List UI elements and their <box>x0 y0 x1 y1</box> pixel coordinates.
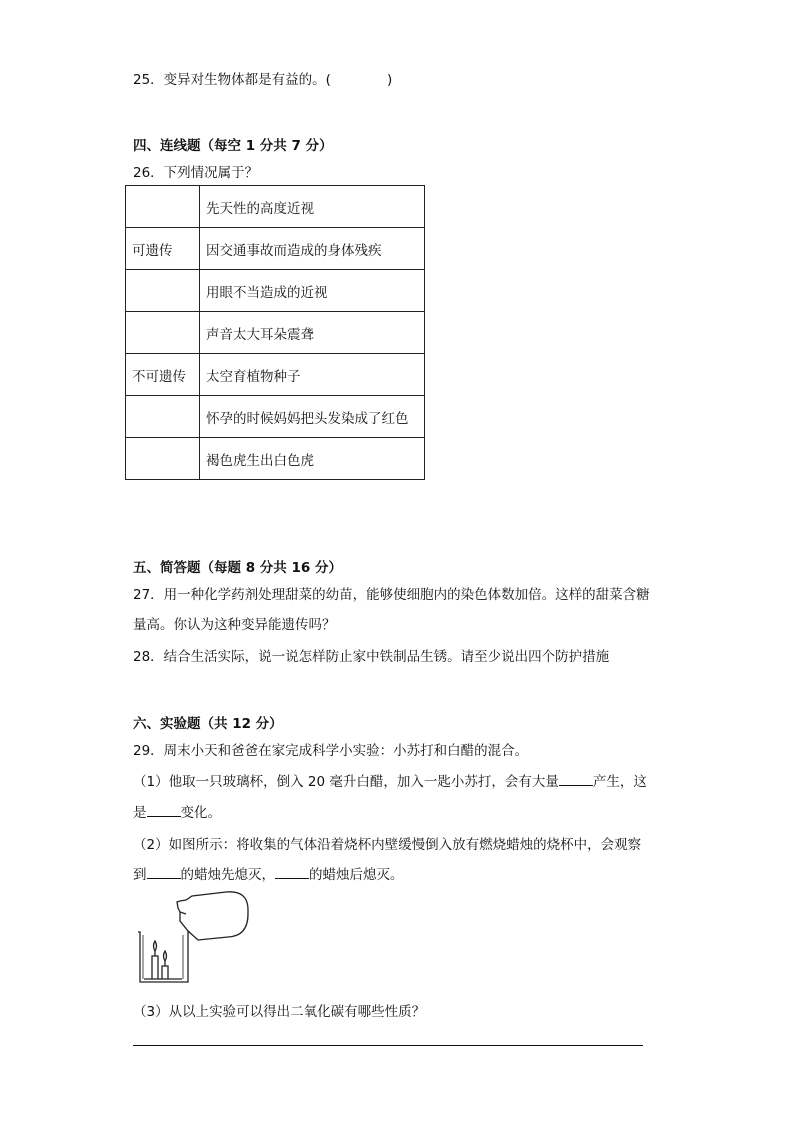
table-cell-left: 不可遗传 <box>126 354 200 396</box>
q25-text: 25．变异对生物体都是有益的。( <box>133 72 331 88</box>
q27-line2: 量高。你认为这种变异能遗传吗？ <box>133 617 336 633</box>
table-cell-right: 声音太大耳朵震聋 <box>200 312 425 354</box>
q25 <box>133 68 392 88</box>
section-4-title: 四、连线题（每空 1 分共 7 分） <box>133 138 333 154</box>
q29-p1c: 是 <box>133 805 147 821</box>
table-cell-right: 用眼不当造成的近视 <box>200 270 425 312</box>
table-cell-left <box>126 396 200 438</box>
answer-blank[interactable] <box>275 866 309 879</box>
table-cell-right: 褐色虎生出白色虎 <box>200 438 425 480</box>
table-row <box>126 396 425 438</box>
table-cell-right: 因交通事故而造成的身体残疾 <box>200 228 425 270</box>
q29-p2b: 到 <box>133 867 147 883</box>
table-row <box>126 186 425 228</box>
q28-text: 28．结合生活实际，说一说怎样防止家中铁制品生锈。请至少说出四个防护措施 <box>133 649 610 665</box>
table-row <box>126 354 425 396</box>
table-cell-left <box>126 312 200 354</box>
answer-blank[interactable] <box>147 804 181 817</box>
q29-p2c: 的蜡烛先熄灭， <box>180 867 275 883</box>
table-cell-right: 太空育植物种子 <box>200 354 425 396</box>
table-cell-left <box>126 438 200 480</box>
q29-p1b: 产生，这 <box>592 774 647 790</box>
answer-line[interactable] <box>133 1045 643 1046</box>
answer-blank[interactable] <box>147 866 181 879</box>
q27-line1: 27．用一种化学药剂处理甜菜的幼苗，能够使细胞内的染色体数加倍。这样的甜菜含糖 <box>133 587 650 603</box>
q29-part1-line1 <box>133 770 647 790</box>
table-cell-right: 先天性的高度近视 <box>200 186 425 228</box>
section-6-title: 六、实验题（共 12 分） <box>133 716 283 732</box>
table-cell-left <box>126 270 200 312</box>
table-row <box>126 228 425 270</box>
table-cell-left <box>126 186 200 228</box>
table-cell-left: 可遗传 <box>126 228 200 270</box>
q29-p1d: 变化。 <box>180 805 221 821</box>
q29-part2-line2 <box>133 863 404 883</box>
section-5-title: 五、简答题（每题 8 分共 16 分） <box>133 560 342 576</box>
beaker-candle-figure <box>130 888 252 984</box>
table-row <box>126 312 425 354</box>
answer-blank[interactable] <box>559 773 593 786</box>
q29-p1a: （1）他取一只玻璃杯，倒入 20 毫升白醋，加入一匙小苏打，会有大量 <box>133 774 559 790</box>
table-cell-right: 怀孕的时候妈妈把头发染成了红色 <box>200 396 425 438</box>
table-row <box>126 438 425 480</box>
q29-part3: （3）从以上实验可以得出二氧化碳有哪些性质？ <box>133 1004 426 1020</box>
q29-part1-line2 <box>133 801 221 821</box>
matching-table <box>125 185 425 480</box>
q26-text: 26．下列情况属于？ <box>133 165 259 181</box>
q29-p2d: 的蜡烛后熄灭。 <box>309 867 404 883</box>
table-row <box>126 270 425 312</box>
q29-part2-line1: （2）如图所示：将收集的气体沿着烧杯内壁缓慢倒入放有燃烧蜡烛的烧杯中，会观察 <box>133 837 642 853</box>
q29-text: 29．周末小天和爸爸在家完成科学小实验：小苏打和白醋的混合。 <box>133 743 529 759</box>
q25-close: ) <box>386 72 393 88</box>
